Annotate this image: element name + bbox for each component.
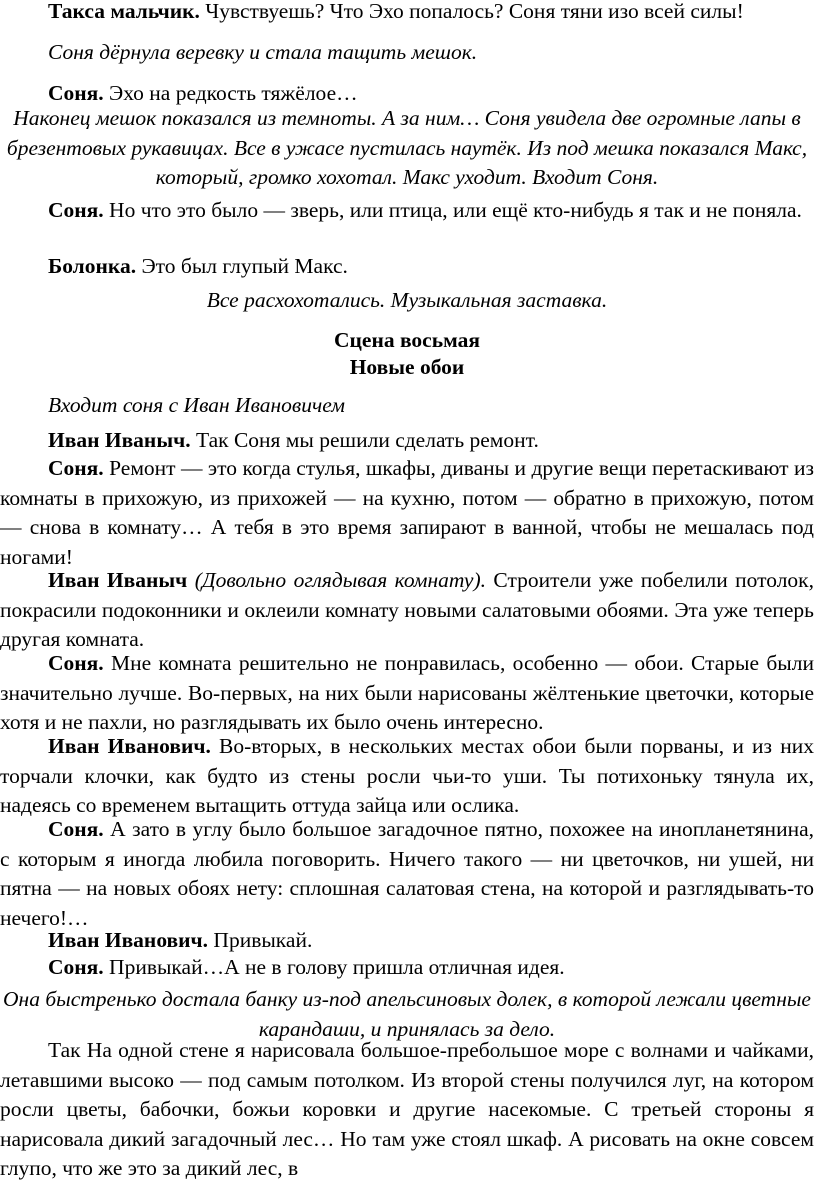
line-ivan xyxy=(0,926,814,956)
line-ivan xyxy=(0,566,814,655)
speaker-name: Соня. xyxy=(48,955,104,979)
narrative-paragraph: Так На одной стене я нарисовала большое-пребольшое море с волнами и чайками, летавшими высоко — под самым потолком. Из второй стены получился луг, на котором росли цветы, бабочки, божьи коровки и другие насекомые. С третьей стороны я нарисовала дикий загадочный лес… Но там уже стоял шкаф. А рисовать на окне совсем глупо, что же это за дикий лес, в xyxy=(0,1038,814,1180)
line-sonya xyxy=(0,454,814,572)
speech-text: А зато в углу было большое загадочное пятно, похожее на инопланетянина, с которым я иногда любила поговорить. Ничего такого — ни цветочков, ни ушей, ни пятна — на новых обоях нету: сплошная салатовая стена, на которой и разглядывать-то нечего!… xyxy=(0,817,814,930)
speaker-name: Соня. xyxy=(48,817,104,841)
stage-direction: Все расхохотались. Музыкальная заставка. xyxy=(206,288,608,312)
speech-text: Привыкай. xyxy=(208,928,313,952)
stage-direction: Она быстренько достала банку из-под апельсиновых долек, в которой лежали цветные карандаши, и принялась за дело. xyxy=(3,987,811,1041)
speech-text: Это был глупый Макс. xyxy=(136,254,348,278)
line-sonya xyxy=(0,196,814,226)
speaker-name: Иван Иваныч xyxy=(48,568,188,592)
speaker-name: Такса мальчик. xyxy=(48,0,200,23)
line-bolonka xyxy=(0,252,814,282)
speaker-name: Соня. xyxy=(48,81,104,105)
speech-text: Но что это было — зверь, или птица, или ещё кто-нибудь я так и не поняла. xyxy=(103,198,802,222)
line-sonya xyxy=(0,649,814,738)
line-ivan xyxy=(0,732,814,821)
speech-text: Строители уже побелили потолок, покрасили подоконники и оклеили комнату новыми салатовыми обоями. Эта уже теперь другая комната. xyxy=(0,568,814,651)
speech-text: Во-вторых, в нескольких местах обои были порваны, и из них торчали клочки, как будто из стены росли чьи-то уши. Ты потихоньку тянула их, надеясь со временем вытащить оттуда зайца или ослика. xyxy=(0,734,814,817)
speaker-name: Иван Иваныч. xyxy=(48,428,191,452)
line-ivan xyxy=(0,426,814,456)
stage-direction: Входит соня с Иван Ивановичем xyxy=(48,393,345,417)
scene-subtitle: Новые обои xyxy=(349,355,465,379)
speaker-name: Соня. xyxy=(48,456,104,480)
speech-text: Так Соня мы решили сделать ремонт. xyxy=(190,428,539,452)
stage-direction: Соня дёрнула веревку и стала тащить мешок. xyxy=(48,40,478,64)
speech-text: Ремонт — это когда стулья, шкафы, диваны и другие вещи перетаскивают из комнаты в прихожую, из прихожей — на кухню, потом — обратно в прихожую, потом — снова в комнату… А тебя в это время запирают в ванной, чтобы не мешалась под ногами! xyxy=(0,456,814,569)
speech-text: Мне комната решительно не понравилась, особенно — обои. Старые были значительно лучше. Во-первых, на них были нарисованы жёлтенькие цветочки, которые хотя и не пахли, но разглядывать их было очень интересно. xyxy=(0,651,814,734)
stage-direction: Наконец мешок показался из темноты. А за ним… Соня увидела две огромные лапы в брезентовых рукавицах. Все в ужасе пустилась наутёк. Из под мешка показался Макс, который, громко хохотал. Макс уходит. Входит Соня. xyxy=(6,106,808,189)
speaker-name: Иван Иванович. xyxy=(48,928,209,952)
line-sonya xyxy=(0,953,814,983)
stage-remark: (Довольно оглядывая комнату). xyxy=(194,568,486,592)
line-sonya xyxy=(0,815,814,933)
speech-text: Привыкай…А не в голову пришла отличная идея. xyxy=(103,955,565,979)
scene-title: Сцена восьмая xyxy=(334,328,480,352)
speaker-name: Соня. xyxy=(48,198,104,222)
line-taksa xyxy=(0,0,814,27)
speaker-name: Иван Иванович. xyxy=(48,734,211,758)
speaker-name: Болонка. xyxy=(48,254,137,278)
speech-text: Чувствуешь? Что Эхо попалось? Соня тяни изо всей силы! xyxy=(199,0,744,23)
speaker-name: Соня. xyxy=(48,651,104,675)
speech-text: Эхо на редкость тяжёлое… xyxy=(103,81,358,105)
